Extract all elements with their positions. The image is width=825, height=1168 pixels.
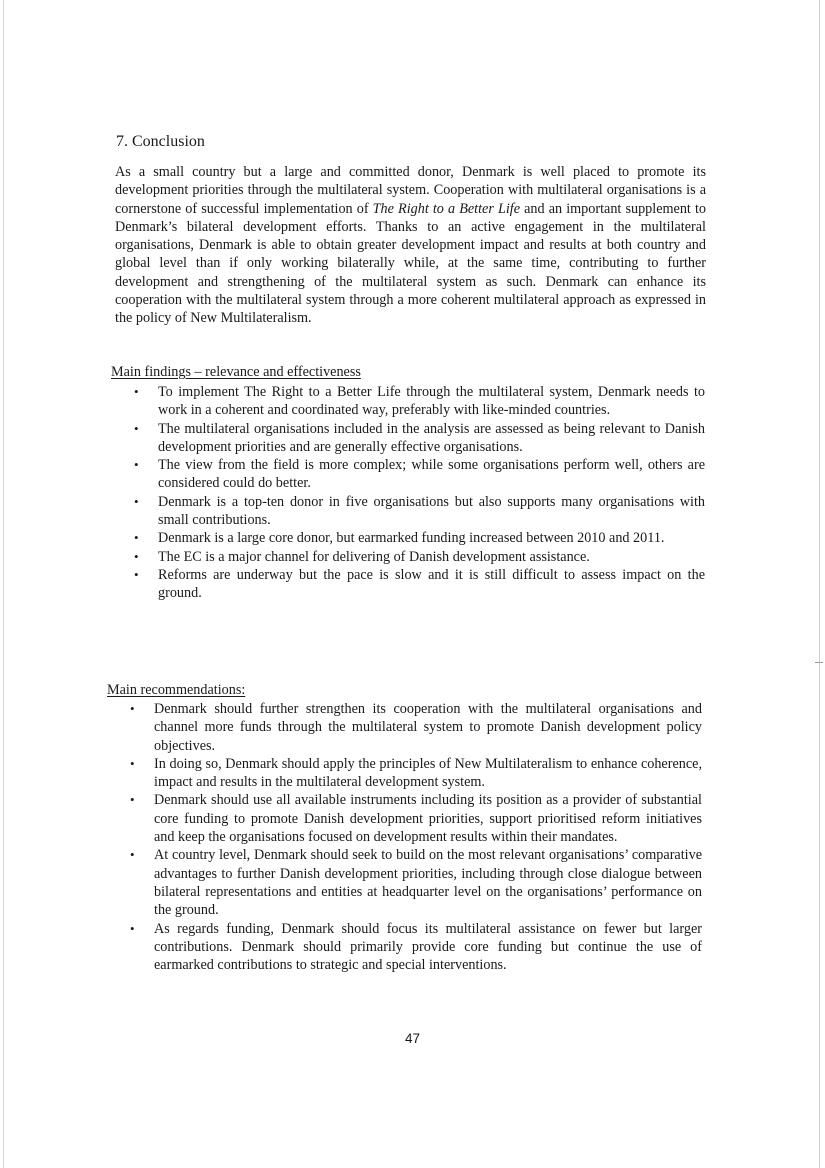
recommendation-text: Denmark should use all available instruments including its position as a provider of substantial core funding to promote Danish development priorities, support prioritised reform initiatives and keep the organisations focused on development results within their mandates. — [154, 792, 702, 846]
finding-item — [134, 566, 705, 603]
bullet-icon: • — [130, 701, 135, 716]
recommendation-text: As regards funding, Denmark should focus its multilateral assistance on fewer but larger contributions. Denmark should primarily provide core funding but continue the use of earmarked contributions to strategic and special interventions. — [154, 920, 702, 974]
bullet-icon: • — [130, 847, 135, 863]
conclusion-paragraph — [115, 163, 706, 328]
recommendation-text: At country level, Denmark should seek to build on the most relevant organisations’ comparative advantages to further Danish development priorities, including through close dialogue between bilateral representations and entities at headquarter level on the organisations’ performance on the ground. — [154, 847, 702, 919]
finding-text: To implement The Right to a Better Life through the multilateral system, Denmark needs to work in a coherent and coordinated way, preferably with like-minded countries. — [158, 384, 705, 419]
scan-mark — [815, 662, 823, 663]
finding-item — [134, 493, 705, 530]
finding-item — [134, 420, 705, 457]
section-heading: 7. Conclusion — [116, 133, 205, 150]
finding-item — [134, 548, 705, 566]
bullet-icon: • — [130, 920, 135, 936]
scan-edge-left — [3, 0, 4, 1168]
bullet-icon: • — [134, 384, 139, 399]
scan-edge-right — [819, 0, 820, 1168]
bullet-icon: • — [134, 548, 139, 564]
recommendation-item — [130, 920, 702, 975]
finding-item — [134, 529, 705, 547]
recommendations-heading: Main recommendations: — [107, 682, 246, 698]
bullet-icon: • — [130, 755, 135, 771]
finding-item — [134, 383, 705, 420]
bullet-icon: • — [134, 493, 139, 509]
recommendation-item — [130, 755, 702, 792]
finding-text: Denmark is a large core donor, but earmarked funding increased between 2010 and 2011. — [158, 530, 665, 547]
paragraph-text-part1: As a small country but a large and committed donor, Denmark is well placed to promote its development priorities through the multilateral system. Cooperation with multilateral organisations is a cornerstone of successful implementation of — [115, 164, 706, 217]
finding-text: The multilateral organisations included in the analysis are assessed as being relevant to Danish development priorities and are generally effective organisations. — [158, 420, 705, 455]
bullet-icon: • — [134, 530, 139, 546]
paragraph-text-part2: and an important supplement to Denmark’s bilateral development efforts. Thanks to an active engagement in the multilateral organisations, Denmark is able to obtain greater development impact and results at both country and global level than if only working bilaterally while, at the same time, contributing to further development and strengthening of the multilateral system as such. Denmark can enhance its cooperation with the multilateral system through a more coherent multilateral approach as expressed in the policy of New Multilateralism. — [115, 200, 706, 327]
page-number: 47 — [404, 1031, 421, 1046]
finding-text: Reforms are underway but the pace is slow and it is still difficult to assess impact on the ground. — [158, 566, 705, 602]
recommendation-text: In doing so, Denmark should apply the principles of New Multilateralism to enhance coherence, impact and results in the multilateral development system. — [154, 755, 702, 791]
policy-title-italic: The Right to a Better Life — [372, 200, 521, 217]
recommendations-list — [130, 700, 702, 974]
recommendation-item — [130, 791, 702, 846]
bullet-icon: • — [134, 420, 139, 436]
bullet-icon: • — [134, 457, 139, 473]
recommendation-item — [130, 700, 702, 755]
finding-text: Denmark is a top-ten donor in five organisations but also supports many organisations with small contributions. — [158, 493, 705, 529]
findings-heading: Main findings – relevance and effectiveness — [111, 364, 361, 380]
recommendation-item — [130, 846, 702, 919]
finding-item — [134, 456, 705, 493]
finding-text: The EC is a major channel for delivering of Danish development assistance. — [158, 548, 590, 565]
findings-list — [134, 383, 705, 603]
bullet-icon: • — [134, 566, 139, 582]
bullet-icon: • — [130, 792, 135, 808]
finding-text: The view from the field is more complex; while some organisations perform well, others are considered could do better. — [158, 457, 705, 492]
recommendation-text: Denmark should further strengthen its cooperation with the multilateral organisations and channel more funds through the multilateral system to promote Danish development policy objectives. — [154, 701, 702, 754]
